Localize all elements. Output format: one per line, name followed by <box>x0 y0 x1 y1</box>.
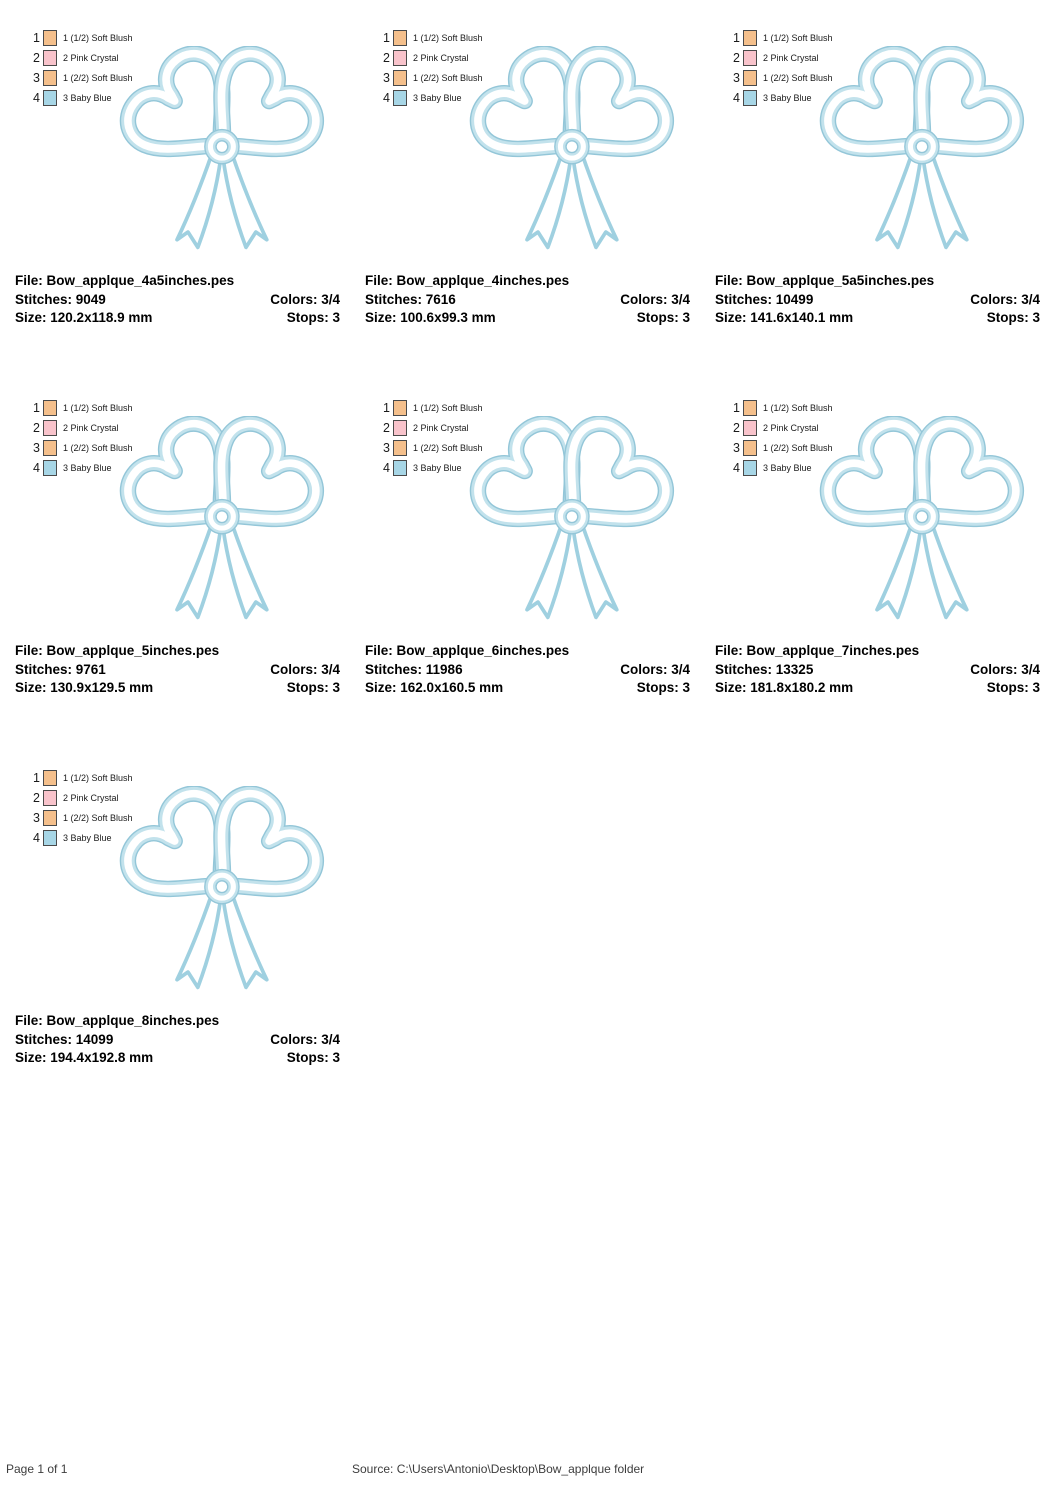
size-value: 130.9x129.5 mm <box>50 680 154 695</box>
legend-color-swatch <box>43 420 57 436</box>
legend-color-number: 2 <box>33 421 40 435</box>
legend-color-label: 1 (1/2) Soft Blush <box>413 403 483 413</box>
bow-applique-graphic <box>458 46 688 278</box>
legend-color-label: 3 Baby Blue <box>763 93 812 103</box>
legend-color-label: 1 (2/2) Soft Blush <box>763 443 833 453</box>
legend-color-number: 4 <box>33 461 40 475</box>
stops-value: 3 <box>682 310 690 325</box>
colors-label: Colors: <box>620 291 668 307</box>
stitches-colors-line <box>365 661 690 680</box>
size-stops-line <box>365 309 690 328</box>
stops-label: Stops: <box>286 310 329 325</box>
legend-color-number: 4 <box>33 831 40 845</box>
size-value: 162.0x160.5 mm <box>400 680 504 695</box>
file-label: File: <box>715 643 743 658</box>
stitches-value: 9049 <box>75 291 106 307</box>
legend-color-label: 1 (2/2) Soft Blush <box>763 73 833 83</box>
bow-applique-graphic <box>108 46 338 278</box>
legend-color-label: 1 (1/2) Soft Blush <box>763 403 833 413</box>
colors-value: 3/4 <box>321 1031 340 1047</box>
stitches-colors-line <box>715 291 1040 310</box>
file-line <box>365 272 690 291</box>
bow-applique-graphic <box>108 786 338 1018</box>
legend-color-number: 2 <box>383 421 390 435</box>
stops-value: 3 <box>332 680 340 695</box>
legend-color-label: 3 Baby Blue <box>63 93 112 103</box>
design-info <box>715 642 1040 698</box>
file-label: File: <box>15 273 43 288</box>
legend-color-swatch <box>743 70 757 86</box>
legend-color-label: 2 Pink Crystal <box>63 53 119 63</box>
legend-color-label: 3 Baby Blue <box>413 463 462 473</box>
file-line <box>15 642 340 661</box>
size-label: Size: <box>365 310 397 325</box>
design-card <box>700 390 1050 760</box>
size-label: Size: <box>715 310 747 325</box>
stitches-value: 14099 <box>75 1031 114 1047</box>
file-label: File: <box>365 273 393 288</box>
stitches-value: 13325 <box>775 661 814 677</box>
legend-color-swatch <box>43 460 57 476</box>
file-label: File: <box>15 643 43 658</box>
legend-color-swatch <box>43 810 57 826</box>
legend-color-label: 2 Pink Crystal <box>63 423 119 433</box>
bow-applique-graphic <box>808 46 1038 278</box>
legend-color-number: 3 <box>33 441 40 455</box>
file-value: Bow_applque_5inches.pes <box>46 643 220 658</box>
file-value: Bow_applque_6inches.pes <box>396 643 570 658</box>
size-value: 120.2x118.9 mm <box>50 310 153 325</box>
legend-color-label: 3 Baby Blue <box>763 463 812 473</box>
colors-value: 3/4 <box>321 291 340 307</box>
legend-color-number: 3 <box>383 71 390 85</box>
stops-label: Stops: <box>286 1050 329 1065</box>
file-value: Bow_applque_7inches.pes <box>746 643 920 658</box>
legend-color-number: 3 <box>733 71 740 85</box>
legend-color-number: 4 <box>733 461 740 475</box>
stitches-value: 11986 <box>425 661 463 677</box>
legend-row <box>724 28 833 48</box>
stops-value: 3 <box>332 1050 340 1065</box>
file-label: File: <box>365 643 393 658</box>
colors-label: Colors: <box>970 661 1018 677</box>
legend-color-number: 1 <box>733 401 740 415</box>
legend-color-number: 3 <box>33 71 40 85</box>
legend-color-number: 4 <box>733 91 740 105</box>
source-path: Source: C:\Users\Antonio\Desktop\Bow_applque folder <box>352 1462 645 1476</box>
size-value: 181.8x180.2 mm <box>750 680 854 695</box>
legend-color-number: 3 <box>33 811 40 825</box>
stitches-colors-line <box>15 1031 340 1050</box>
stops-label: Stops: <box>286 680 329 695</box>
legend-color-label: 1 (1/2) Soft Blush <box>63 773 133 783</box>
legend-color-label: 1 (2/2) Soft Blush <box>413 443 483 453</box>
size-label: Size: <box>15 1050 47 1065</box>
legend-color-label: 2 Pink Crystal <box>63 793 119 803</box>
size-stops-line <box>715 679 1040 698</box>
legend-color-swatch <box>43 70 57 86</box>
design-info <box>365 642 690 698</box>
legend-color-label: 1 (2/2) Soft Blush <box>63 443 133 453</box>
legend-color-number: 1 <box>33 771 40 785</box>
stops-value: 3 <box>332 310 340 325</box>
file-line <box>715 272 1040 291</box>
legend-color-label: 1 (1/2) Soft Blush <box>63 403 133 413</box>
legend-color-number: 3 <box>733 441 740 455</box>
legend-color-swatch <box>43 50 57 66</box>
legend-color-label: 1 (1/2) Soft Blush <box>413 33 483 43</box>
stitches-colors-line <box>365 291 690 310</box>
legend-color-swatch <box>743 90 757 106</box>
file-line <box>15 1012 340 1031</box>
legend-color-label: 1 (1/2) Soft Blush <box>763 33 833 43</box>
bow-applique-graphic <box>458 416 688 648</box>
colors-value: 3/4 <box>321 661 340 677</box>
design-card <box>0 760 350 1130</box>
stitches-colors-line <box>15 661 340 680</box>
file-line <box>15 272 340 291</box>
size-label: Size: <box>715 680 747 695</box>
legend-color-swatch <box>43 830 57 846</box>
stitches-label: Stitches: <box>365 291 423 307</box>
stitches-value: 7616 <box>425 291 456 307</box>
legend-color-number: 1 <box>33 31 40 45</box>
legend-color-swatch <box>743 50 757 66</box>
file-value: Bow_applque_8inches.pes <box>46 1013 220 1028</box>
legend-color-swatch <box>393 420 407 436</box>
legend-color-number: 1 <box>383 401 390 415</box>
size-value: 194.4x192.8 mm <box>50 1050 154 1065</box>
legend-color-number: 2 <box>733 51 740 65</box>
size-stops-line <box>365 679 690 698</box>
size-value: 141.6x140.1 mm <box>750 310 854 325</box>
legend-row <box>24 28 133 48</box>
legend-color-swatch <box>43 770 57 786</box>
legend-color-swatch <box>393 90 407 106</box>
legend-color-number: 2 <box>383 51 390 65</box>
legend-color-number: 1 <box>383 31 390 45</box>
legend-color-label: 1 (2/2) Soft Blush <box>63 813 133 823</box>
legend-color-number: 1 <box>33 401 40 415</box>
size-stops-line <box>15 309 340 328</box>
legend-color-number: 4 <box>383 91 390 105</box>
colors-value: 3/4 <box>1021 661 1040 677</box>
legend-color-swatch <box>393 460 407 476</box>
stitches-value: 10499 <box>775 291 814 307</box>
legend-row <box>24 768 133 788</box>
design-grid <box>0 20 1050 1130</box>
legend-color-swatch <box>43 400 57 416</box>
stitches-colors-line <box>715 661 1040 680</box>
file-label: File: <box>715 273 743 288</box>
stitches-label: Stitches: <box>15 661 73 677</box>
stitches-value: 9761 <box>75 661 106 677</box>
stops-value: 3 <box>1032 680 1040 695</box>
legend-color-swatch <box>393 440 407 456</box>
file-value: Bow_applque_4a5inches.pes <box>46 273 235 288</box>
design-info <box>15 272 340 328</box>
file-value: Bow_applque_4inches.pes <box>396 273 570 288</box>
legend-color-label: 3 Baby Blue <box>413 93 462 103</box>
design-info <box>715 272 1040 328</box>
design-info <box>15 642 340 698</box>
file-label: File: <box>15 1013 43 1028</box>
legend-color-swatch <box>743 460 757 476</box>
bow-applique-graphic <box>108 416 338 648</box>
design-card <box>0 20 350 390</box>
colors-label: Colors: <box>970 291 1018 307</box>
design-card <box>700 20 1050 390</box>
size-stops-line <box>15 1049 340 1068</box>
bow-applique-graphic <box>808 416 1038 648</box>
legend-color-swatch <box>393 50 407 66</box>
stops-label: Stops: <box>636 680 679 695</box>
legend-color-number: 4 <box>33 91 40 105</box>
legend-color-swatch <box>43 440 57 456</box>
stitches-colors-line <box>15 291 340 310</box>
size-label: Size: <box>15 680 47 695</box>
design-info <box>15 1012 340 1068</box>
design-info <box>365 272 690 328</box>
file-line <box>715 642 1040 661</box>
legend-color-swatch <box>743 420 757 436</box>
size-label: Size: <box>15 310 47 325</box>
legend-color-swatch <box>743 400 757 416</box>
colors-label: Colors: <box>620 661 668 677</box>
size-value: 100.6x99.3 mm <box>400 310 496 325</box>
stitches-label: Stitches: <box>365 661 423 677</box>
size-stops-line <box>15 679 340 698</box>
stops-label: Stops: <box>636 310 679 325</box>
colors-value: 3/4 <box>1021 291 1040 307</box>
size-label: Size: <box>365 680 397 695</box>
stitches-label: Stitches: <box>715 661 773 677</box>
design-card <box>350 390 700 760</box>
file-value: Bow_applque_5a5inches.pes <box>746 273 935 288</box>
legend-color-label: 3 Baby Blue <box>63 833 112 843</box>
design-card <box>0 390 350 760</box>
stitches-label: Stitches: <box>15 1031 73 1047</box>
stitches-label: Stitches: <box>15 291 73 307</box>
legend-color-label: 2 Pink Crystal <box>763 53 819 63</box>
legend-color-swatch <box>43 790 57 806</box>
colors-label: Colors: <box>270 661 318 677</box>
legend-color-swatch <box>743 440 757 456</box>
legend-color-label: 3 Baby Blue <box>63 463 112 473</box>
legend-color-label: 1 (2/2) Soft Blush <box>63 73 133 83</box>
legend-color-label: 2 Pink Crystal <box>763 423 819 433</box>
stitches-label: Stitches: <box>715 291 773 307</box>
stops-value: 3 <box>1032 310 1040 325</box>
legend-color-swatch <box>393 30 407 46</box>
legend-color-number: 2 <box>33 51 40 65</box>
colors-label: Colors: <box>270 291 318 307</box>
size-stops-line <box>715 309 1040 328</box>
legend-color-label: 1 (1/2) Soft Blush <box>63 33 133 43</box>
legend-color-label: 2 Pink Crystal <box>413 53 469 63</box>
colors-value: 3/4 <box>671 291 690 307</box>
stops-value: 3 <box>682 680 690 695</box>
colors-label: Colors: <box>270 1031 318 1047</box>
legend-color-number: 4 <box>383 461 390 475</box>
legend-color-number: 3 <box>383 441 390 455</box>
design-card <box>350 20 700 390</box>
stops-label: Stops: <box>986 680 1029 695</box>
legend-color-label: 2 Pink Crystal <box>413 423 469 433</box>
legend-color-number: 1 <box>733 31 740 45</box>
legend-row <box>374 28 483 48</box>
file-line <box>365 642 690 661</box>
page-number: Page 1 of 1 <box>6 1462 68 1476</box>
legend-color-label: 1 (2/2) Soft Blush <box>413 73 483 83</box>
legend-color-swatch <box>43 30 57 46</box>
legend-color-number: 2 <box>733 421 740 435</box>
legend-color-swatch <box>43 90 57 106</box>
stops-label: Stops: <box>986 310 1029 325</box>
legend-row <box>24 398 133 418</box>
colors-value: 3/4 <box>671 661 690 677</box>
legend-row <box>724 398 833 418</box>
legend-color-swatch <box>743 30 757 46</box>
legend-color-swatch <box>393 400 407 416</box>
legend-row <box>374 398 483 418</box>
legend-color-number: 2 <box>33 791 40 805</box>
legend-color-swatch <box>393 70 407 86</box>
